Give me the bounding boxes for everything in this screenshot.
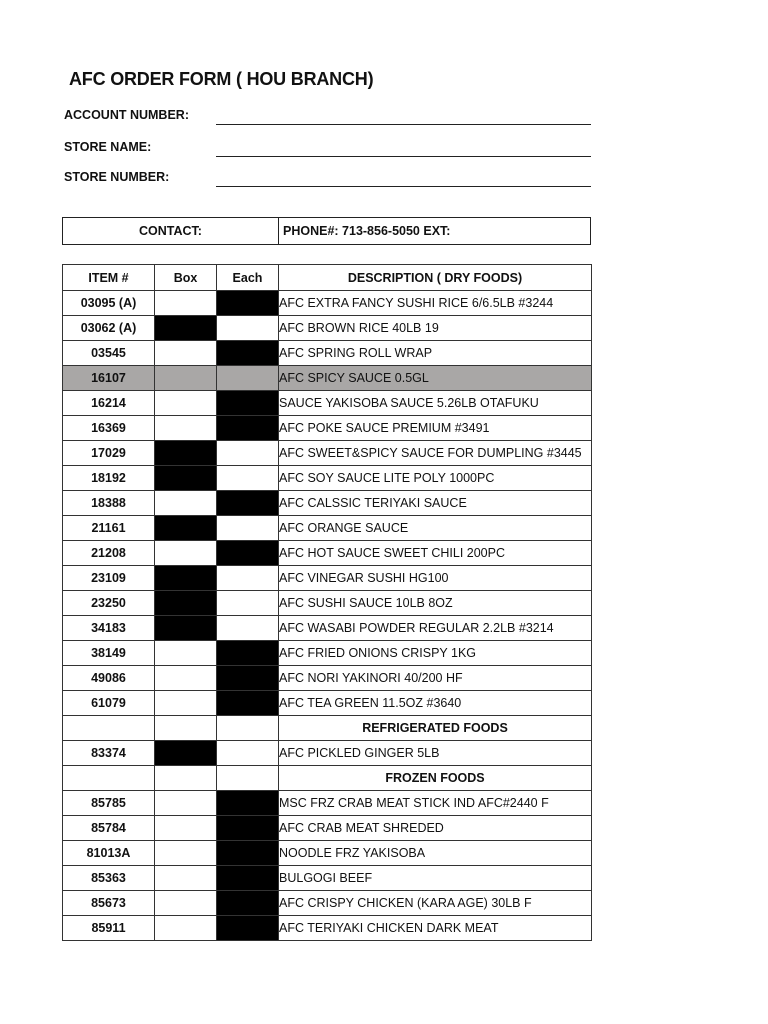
store-name-input[interactable]: [216, 156, 591, 157]
each-qty-cell-blocked: [217, 291, 279, 316]
header-each: Each: [217, 265, 279, 291]
item-description: AFC CRISPY CHICKEN (KARA AGE) 30LB F: [279, 891, 592, 916]
item-description: AFC CALSSIC TERIYAKI SAUCE: [279, 491, 592, 516]
item-cell: [63, 766, 155, 791]
box-qty-cell[interactable]: [155, 391, 217, 416]
table-row: [63, 491, 592, 516]
each-qty-cell-blocked: [217, 866, 279, 891]
table-row: [63, 641, 592, 666]
item-number: 38149: [63, 641, 155, 666]
store-name-field: [64, 140, 591, 160]
item-number: 83374: [63, 741, 155, 766]
item-description: AFC FRIED ONIONS CRISPY 1KG: [279, 641, 592, 666]
item-description: AFC SPRING ROLL WRAP: [279, 341, 592, 366]
item-description: BULGOGI BEEF: [279, 866, 592, 891]
header-description: DESCRIPTION ( DRY FOODS): [279, 265, 592, 291]
item-number: 16214: [63, 391, 155, 416]
item-number: 85784: [63, 816, 155, 841]
table-row: [63, 666, 592, 691]
table-row: [63, 791, 592, 816]
table-row: [63, 541, 592, 566]
store-number-field: [64, 170, 591, 190]
each-qty-cell-blocked: [217, 841, 279, 866]
box-qty-cell-blocked: [155, 591, 217, 616]
table-row: [63, 366, 592, 391]
item-number: 17029: [63, 441, 155, 466]
table-row: [63, 466, 592, 491]
item-description: MSC FRZ CRAB MEAT STICK IND AFC#2440 F: [279, 791, 592, 816]
each-qty-cell-blocked: [217, 491, 279, 516]
box-qty-cell[interactable]: [155, 891, 217, 916]
each-qty-cell-blocked: [217, 891, 279, 916]
item-description: AFC SPICY SAUCE 0.5GL: [279, 366, 592, 391]
each-qty-cell[interactable]: [217, 441, 279, 466]
each-qty-cell[interactable]: [217, 316, 279, 341]
each-qty-cell-blocked: [217, 341, 279, 366]
item-description: AFC CRAB MEAT SHREDED: [279, 816, 592, 841]
contact-box: [62, 217, 591, 245]
item-number: 03062 (A): [63, 316, 155, 341]
box-qty-cell-blocked: [155, 516, 217, 541]
item-number: 23109: [63, 566, 155, 591]
each-qty-cell-blocked: [217, 641, 279, 666]
table-row: [63, 291, 592, 316]
box-qty-cell-blocked: [155, 441, 217, 466]
each-qty-cell[interactable]: [217, 466, 279, 491]
table-row: [63, 316, 592, 341]
account-number-input[interactable]: [216, 124, 591, 125]
table-row: [63, 416, 592, 441]
item-number: 16369: [63, 416, 155, 441]
box-qty-cell[interactable]: [155, 491, 217, 516]
contact-label[interactable]: CONTACT:: [63, 218, 279, 244]
account-number-label: ACCOUNT NUMBER:: [64, 108, 189, 122]
header-box: Box: [155, 265, 217, 291]
item-description: AFC HOT SAUCE SWEET CHILI 200PC: [279, 541, 592, 566]
box-qty-cell-blocked: [155, 466, 217, 491]
each-qty-cell[interactable]: [217, 741, 279, 766]
item-description: AFC NORI YAKINORI 40/200 HF: [279, 666, 592, 691]
each-qty-cell-blocked: [217, 691, 279, 716]
box-qty-cell-blocked: [155, 316, 217, 341]
box-qty-cell[interactable]: [155, 916, 217, 941]
box-qty-cell-blocked: [155, 741, 217, 766]
box-qty-cell[interactable]: [155, 366, 217, 391]
item-number: 49086: [63, 666, 155, 691]
item-number: 18192: [63, 466, 155, 491]
item-number: 16107: [63, 366, 155, 391]
item-number: 34183: [63, 616, 155, 641]
item-number: 61079: [63, 691, 155, 716]
item-number: 03545: [63, 341, 155, 366]
each-qty-cell-blocked: [217, 391, 279, 416]
table-row: [63, 516, 592, 541]
table-row: [63, 391, 592, 416]
table-row: [63, 916, 592, 941]
item-description: AFC WASABI POWDER REGULAR 2.2LB #3214: [279, 616, 592, 641]
box-qty-cell[interactable]: [155, 716, 217, 741]
box-qty-cell[interactable]: [155, 791, 217, 816]
box-qty-cell[interactable]: [155, 766, 217, 791]
phone-label[interactable]: PHONE#: 713-856-5050 EXT:: [283, 224, 451, 238]
item-description: AFC TEA GREEN 11.5OZ #3640: [279, 691, 592, 716]
item-description: AFC SWEET&SPICY SAUCE FOR DUMPLING #3445: [279, 441, 592, 466]
each-qty-cell-blocked: [217, 541, 279, 566]
page-title: AFC ORDER FORM ( HOU BRANCH): [69, 69, 374, 89]
item-description: AFC TERIYAKI CHICKEN DARK MEAT: [279, 916, 592, 941]
item-number: 85673: [63, 891, 155, 916]
each-qty-cell[interactable]: [217, 366, 279, 391]
box-qty-cell[interactable]: [155, 341, 217, 366]
item-number: 23250: [63, 591, 155, 616]
item-description: NOODLE FRZ YAKISOBA: [279, 841, 592, 866]
box-qty-cell[interactable]: [155, 641, 217, 666]
item-number: 18388: [63, 491, 155, 516]
box-qty-cell[interactable]: [155, 666, 217, 691]
box-qty-cell[interactable]: [155, 816, 217, 841]
item-description: AFC BROWN RICE 40LB 19: [279, 316, 592, 341]
order-table-body: [63, 291, 592, 941]
item-description: AFC VINEGAR SUSHI HG100: [279, 566, 592, 591]
order-table: [62, 264, 592, 941]
table-row: [63, 441, 592, 466]
table-row: [63, 816, 592, 841]
table-row: [63, 741, 592, 766]
item-number: 03095 (A): [63, 291, 155, 316]
section-row: [63, 716, 592, 741]
section-row: [63, 766, 592, 791]
each-qty-cell-blocked: [217, 816, 279, 841]
each-qty-cell[interactable]: [217, 616, 279, 641]
store-number-input[interactable]: [216, 186, 591, 187]
each-qty-cell[interactable]: [217, 716, 279, 741]
box-qty-cell-blocked: [155, 566, 217, 591]
each-qty-cell-blocked: [217, 916, 279, 941]
table-header-row: [63, 265, 592, 291]
table-row: [63, 591, 592, 616]
section-title: FROZEN FOODS: [279, 766, 592, 791]
item-description: AFC SUSHI SAUCE 10LB 8OZ: [279, 591, 592, 616]
each-qty-cell[interactable]: [217, 516, 279, 541]
each-qty-cell[interactable]: [217, 566, 279, 591]
table-row: [63, 566, 592, 591]
table-row: [63, 341, 592, 366]
item-number: 21161: [63, 516, 155, 541]
each-qty-cell[interactable]: [217, 766, 279, 791]
each-qty-cell-blocked: [217, 416, 279, 441]
item-description: AFC PICKLED GINGER 5LB: [279, 741, 592, 766]
item-description: AFC EXTRA FANCY SUSHI RICE 6/6.5LB #3244: [279, 291, 592, 316]
box-qty-cell[interactable]: [155, 416, 217, 441]
item-number: 85363: [63, 866, 155, 891]
table-row: [63, 691, 592, 716]
item-description: AFC ORANGE SAUCE: [279, 516, 592, 541]
box-qty-cell[interactable]: [155, 841, 217, 866]
box-qty-cell[interactable]: [155, 691, 217, 716]
box-qty-cell-blocked: [155, 616, 217, 641]
item-description: AFC POKE SAUCE PREMIUM #3491: [279, 416, 592, 441]
table-row: [63, 616, 592, 641]
item-description: SAUCE YAKISOBA SAUCE 5.26LB OTAFUKU: [279, 391, 592, 416]
account-number-field: [64, 108, 591, 128]
item-number: 85785: [63, 791, 155, 816]
item-description: AFC SOY SAUCE LITE POLY 1000PC: [279, 466, 592, 491]
item-number: 21208: [63, 541, 155, 566]
box-qty-cell[interactable]: [155, 866, 217, 891]
table-row: [63, 891, 592, 916]
section-title: REFRIGERATED FOODS: [279, 716, 592, 741]
header-item: ITEM #: [63, 265, 155, 291]
each-qty-cell-blocked: [217, 666, 279, 691]
item-cell: [63, 716, 155, 741]
store-number-label: STORE NUMBER:: [64, 170, 170, 184]
table-row: [63, 841, 592, 866]
box-qty-cell[interactable]: [155, 291, 217, 316]
table-row: [63, 866, 592, 891]
each-qty-cell[interactable]: [217, 591, 279, 616]
store-name-label: STORE NAME:: [64, 140, 152, 154]
box-qty-cell[interactable]: [155, 541, 217, 566]
item-number: 81013A: [63, 841, 155, 866]
each-qty-cell-blocked: [217, 791, 279, 816]
item-number: 85911: [63, 916, 155, 941]
